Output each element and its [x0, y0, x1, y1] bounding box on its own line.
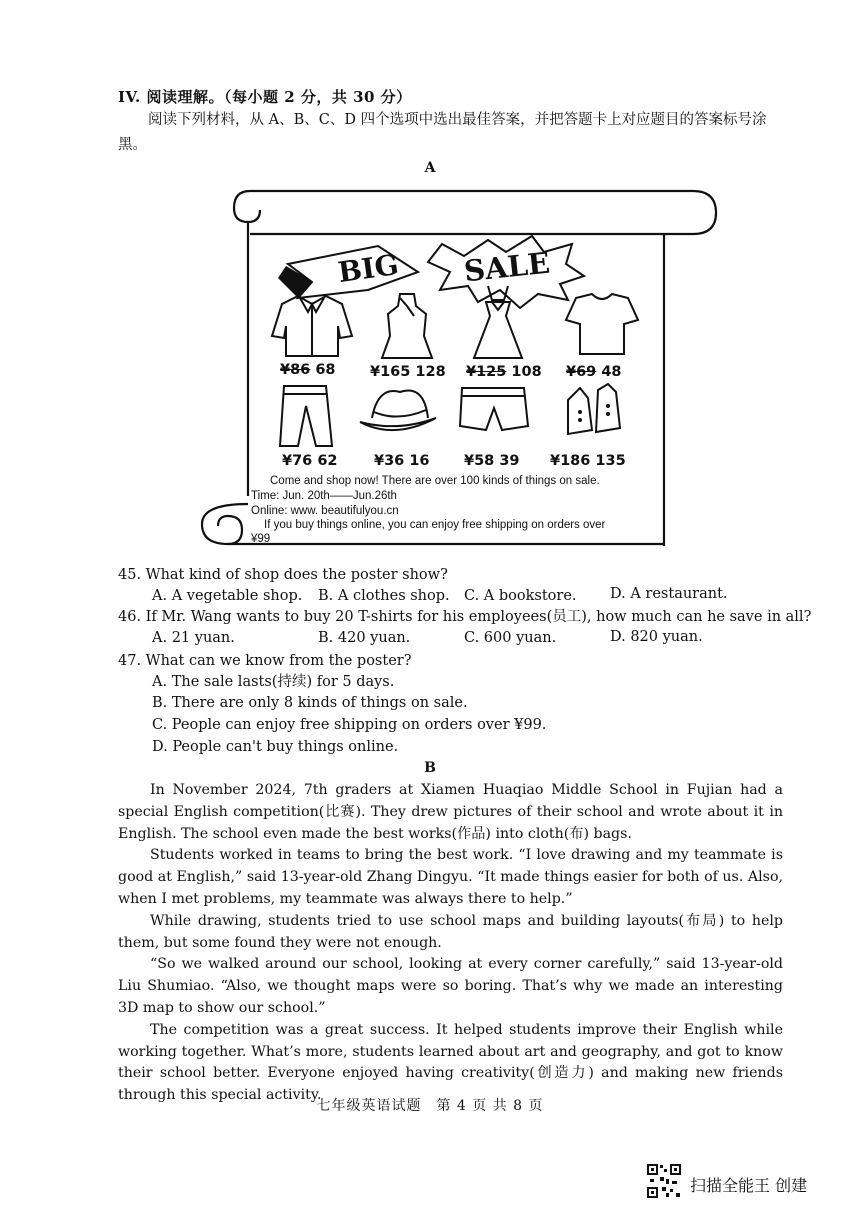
shirt-icon — [272, 296, 352, 356]
trousers-icon — [280, 386, 332, 446]
q45-option-a: A. A vegetable shop. — [152, 588, 303, 604]
passage-a-label: A — [424, 160, 436, 176]
price-shorts: ¥58 39 — [464, 453, 520, 469]
q46-option-c: C. 600 yuan. — [464, 630, 557, 646]
question-46: 46. If Mr. Wang wants to buy 20 T-shirts for his employees(员工), how much can he save in all? — [118, 609, 812, 625]
poster-line-5: ¥99 — [251, 533, 271, 545]
passage-b-paragraph-5: The competition was a great success. It helped students improve their English while working together. What’s more, students learned about art and geography, and got to know their school better. Everyone enjoyed having creativity(创造力) and making new friends through this special activity. — [118, 1021, 783, 1104]
section-title: IV. 阅读理解。（每小题 2 分，共 30 分） — [118, 88, 412, 106]
q45-option-c: C. A bookstore. — [464, 588, 577, 604]
sneakers-icon — [568, 384, 620, 434]
qipao-dress-icon — [382, 294, 432, 358]
sale-poster — [188, 186, 718, 551]
poster-line-2: Time: Jun. 20th——Jun.26th — [251, 490, 397, 502]
passage-b-paragraph-1: In November 2024, 7th graders at Xiamen Huaqiao Middle School in Fujian had a special English competition(比赛). They drew pictures of their school and wrote about it in English. The school even made the best works(作品) into cloth(布) bags. — [118, 782, 783, 842]
sale-headline: SALE — [462, 245, 552, 289]
price-shirt: ¥86 68 — [280, 362, 336, 378]
shorts-icon — [460, 388, 528, 430]
price-sneakers: ¥186 135 — [550, 453, 626, 469]
poster-line-4: If you buy things online, you can enjoy free shipping on orders over — [264, 519, 606, 531]
question-47: 47. What can we know from the poster? — [118, 653, 412, 669]
q47-option-a: A. The sale lasts(持续) for 5 days. — [152, 674, 395, 690]
passage-b-paragraph-2: Students worked in teams to bring the best work. “I love drawing and my teammate is good at English,” said 13-year-old Zhang Dingyu. “It made things easier for both of us. Also, when I met problems, my teammate was always there to help.” — [118, 847, 783, 907]
price-gown: ¥125 108 — [466, 364, 542, 380]
q45-option-b: B. A clothes shop. — [318, 588, 450, 604]
passage-b-paragraph-3: While drawing, students tried to use school maps and building layouts(布局) to help them, but some found they were not enough. — [118, 912, 783, 951]
hat-icon — [360, 390, 436, 430]
qr-code-icon — [646, 1163, 682, 1199]
price-trousers: ¥76 62 — [282, 453, 338, 469]
passage-b-label: B — [424, 760, 436, 776]
q46-option-d: D. 820 yuan. — [610, 629, 703, 645]
price-qipao: ¥165 128 — [370, 364, 446, 380]
big-headline: BIG — [335, 247, 401, 290]
price-hat: ¥36 16 — [374, 453, 430, 469]
page-footer: 七年级英语试题 第 4 页 共 8 页 — [316, 1098, 544, 1114]
scanner-brand-text: 扫描全能王 创建 — [690, 1176, 808, 1195]
passage-b-text — [118, 780, 783, 1107]
tshirt-icon — [566, 294, 638, 354]
price-tshirt: ¥69 48 — [566, 364, 622, 380]
section-instruction: 阅读下列材料，从 A、B、C、D 四个选项中选出最佳答案，并把答题卡上对应题目的答案标号涂黑。 — [118, 112, 767, 153]
q47-option-d: D. People can't buy things online. — [152, 739, 399, 755]
q47-option-c: C. People can enjoy free shipping on orders over ¥99. — [152, 717, 547, 733]
q46-option-b: B. 420 yuan. — [318, 630, 411, 646]
poster-line-1: Come and shop now! There are over 100 kinds of things on sale. — [270, 475, 600, 487]
q47-option-b: B. There are only 8 kinds of things on sale. — [152, 695, 468, 711]
poster-line-3: Online: www. beautifulyou.cn — [251, 505, 399, 517]
q45-option-d: D. A restaurant. — [610, 586, 728, 602]
question-45: 45. What kind of shop does the poster show? — [118, 567, 448, 583]
q46-option-a: A. 21 yuan. — [152, 630, 235, 646]
passage-b-paragraph-4: “So we walked around our school, looking at every corner carefully,” said 13-year-old Liu Shumiao. “Also, we thought maps were so boring. That’s why we made an interesting 3D map to show our school.” — [118, 956, 783, 1016]
